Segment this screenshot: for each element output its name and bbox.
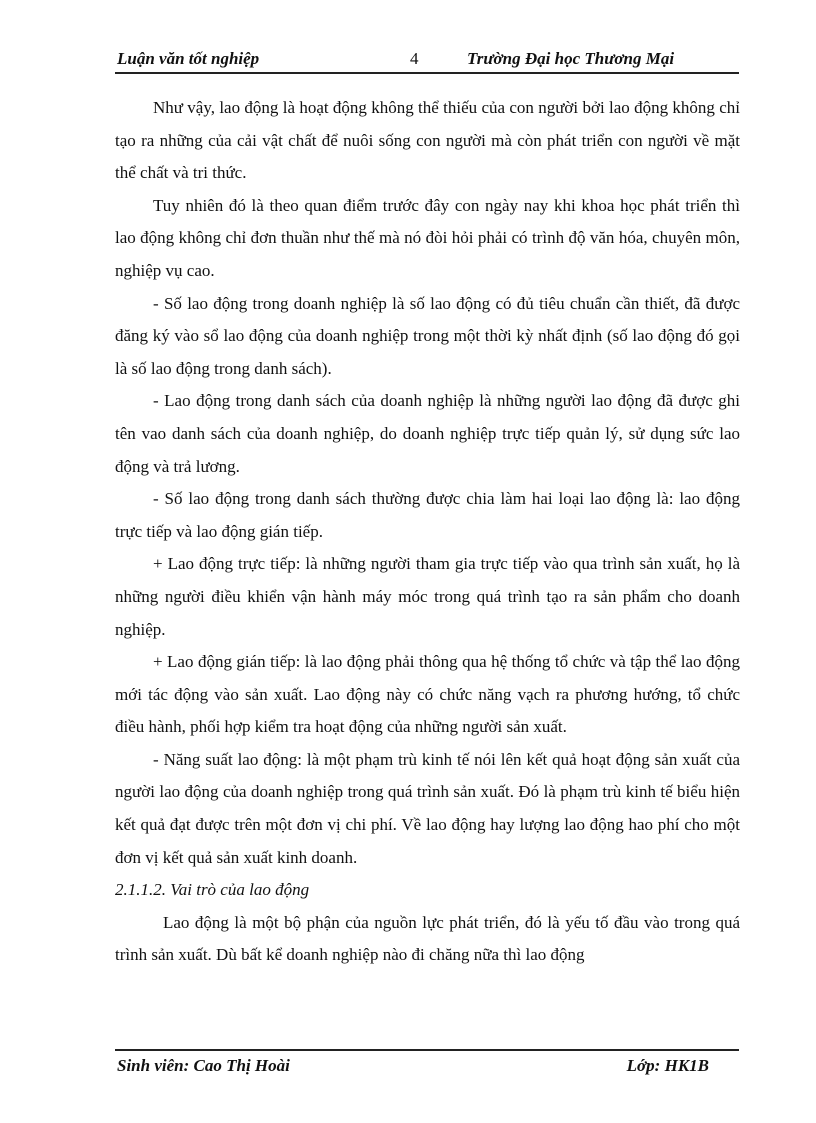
paragraph: Lao động là một bộ phận của nguồn lực phát triển, đó là yếu tố đầu vào trong quá trình sản xuất. Dù bất kể doanh nghiệp nào đi chăng nữa thì lao động — [115, 912, 740, 965]
paragraph: + Lao động gián tiếp: là lao động phải thông qua hệ thống tổ chức và tập thể lao động mới tác động vào sản xuất. Lao động này có chức năng vạch ra phương hướng, tổ chức điều hành, phối hợp kiểm tra hoạt động của những người sản xuất. — [115, 652, 740, 737]
paragraph: Như vậy, lao động là hoạt động không thể thiếu của con người bởi lao động không chỉ tạo ra những của cải vật chất để nuôi sống con người mà còn phát triển con người về mặt thể chất và tri thức. — [115, 98, 740, 183]
paragraph: - Số lao động trong doanh nghiệp là số lao động có đủ tiêu chuẩn cần thiết, đã được đăng ký vào sổ lao động của doanh nghiệp trong một thời kỳ nhất định (số lao động đó gọi là số lao động trong danh sách). — [115, 293, 740, 378]
page-footer — [115, 1049, 739, 1081]
section-heading: 2.1.1.2. Vai trò của lao động — [115, 880, 310, 900]
footer-student: Sinh viên: Cao Thị Hoài — [117, 1056, 290, 1075]
page-header — [115, 46, 739, 74]
paragraph: Tuy nhiên đó là theo quan điểm trước đây con ngày nay khi khoa học phát triển thì lao động không chỉ đơn thuần như thế mà nó đòi hỏi phải có trình độ văn hóa, chuyên môn, nghiệp vụ cao. — [115, 195, 740, 280]
paragraph: - Lao động trong danh sách của doanh nghiệp là những người lao động đã được ghi tên vao danh sách của doanh nghiệp, do doanh nghiệp trực tiếp quản lý, sử dụng sức lao động và trả lương. — [115, 391, 740, 476]
page-number: 4 — [410, 49, 419, 68]
paragraph: + Lao động trực tiếp: là những người tham gia trực tiếp vào qua trình sản xuất, họ là những người điều khiển vận hành máy móc trong quá trình tạo ra sản phẩm cho doanh nghiệp. — [115, 554, 740, 639]
paragraph: - Số lao động trong danh sách thường được chia làm hai loại lao động là: lao động trực tiếp và lao động gián tiếp. — [115, 489, 740, 541]
header-university: Trường Đại học Thương Mại — [467, 49, 675, 68]
document-body — [115, 92, 740, 972]
footer-class: Lớp: HK1B — [626, 1056, 709, 1075]
paragraph: - Năng suất lao động: là một phạm trù kinh tế nói lên kết quả hoạt động sản xuất của người lao động của doanh nghiệp trong quá trình sản xuất. Đó là phạm trù kinh tế biểu hiện kết quả đạt được trên một đơn vị chi phí. Về lao động hay lượng lao động hao phí cho một đơn vị kết quả sản xuất kinh doanh. — [115, 749, 740, 867]
header-thesis-title: Luận văn tốt nghiệp — [117, 49, 260, 68]
